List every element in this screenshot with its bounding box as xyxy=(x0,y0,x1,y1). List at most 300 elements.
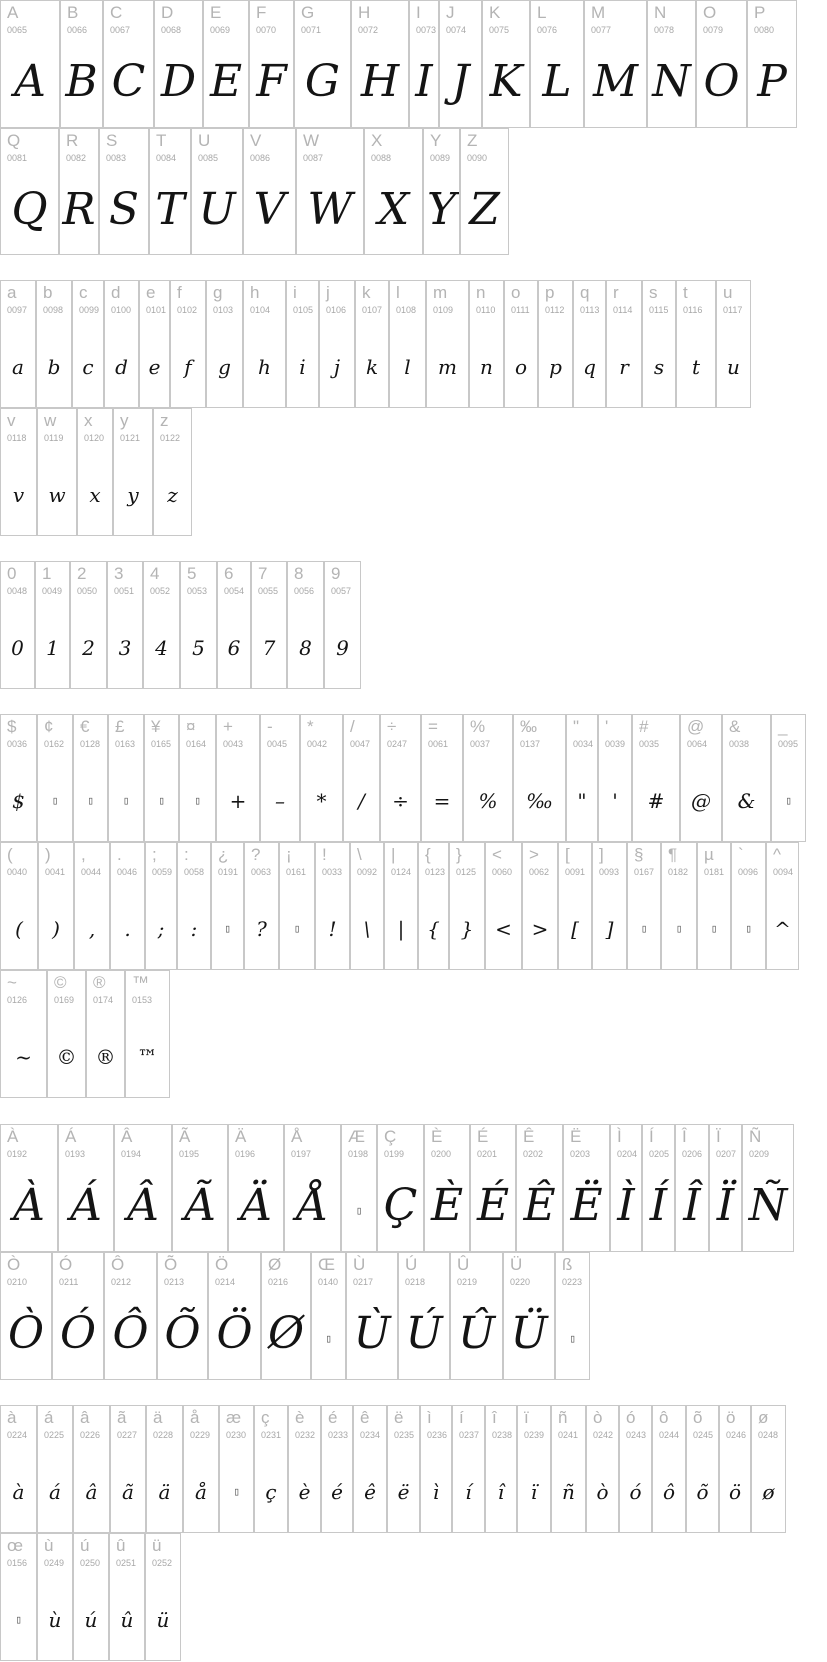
glyph-code: 0167 xyxy=(634,867,655,877)
glyph-code: 0228 xyxy=(153,1430,174,1440)
glyph-sample: Ú xyxy=(405,1308,443,1359)
glyph-char-label: ò xyxy=(593,1408,603,1427)
glyph-cell-symbols xyxy=(38,842,74,970)
glyph-cell-symbols xyxy=(722,714,771,842)
glyph-code: 0058 xyxy=(184,867,205,877)
missing-glyph-box: ▯ xyxy=(224,922,231,935)
glyph-char-label: q xyxy=(580,283,590,302)
glyph-code: 0088 xyxy=(371,153,392,163)
glyph-sample: < xyxy=(495,917,512,941)
glyph-cell-accented-upper xyxy=(228,1124,284,1252)
glyph-code: 0218 xyxy=(405,1277,426,1287)
glyph-sample: 0 xyxy=(11,636,24,660)
glyph-char-label: ú xyxy=(80,1536,90,1555)
glyph-code: 0081 xyxy=(7,153,28,163)
glyph-char-label: ó xyxy=(626,1408,636,1427)
glyph-cell-symbols xyxy=(37,714,73,842)
glyph-code: 0211 xyxy=(59,1277,79,1287)
glyph-code: 0126 xyxy=(7,995,28,1005)
glyph-cell-symbols xyxy=(463,714,513,842)
glyph-sample: v xyxy=(12,483,25,507)
glyph-sample: â xyxy=(85,1480,98,1504)
glyph-code: 0091 xyxy=(565,867,586,877)
glyph-sample: 9 xyxy=(336,636,349,660)
glyph-code: 0066 xyxy=(67,25,88,35)
glyph-code: 0201 xyxy=(477,1149,498,1159)
glyph-char-label: y xyxy=(120,411,129,430)
glyph-cell-accented-lower xyxy=(652,1405,686,1533)
glyph-cell-uppercase xyxy=(364,128,423,255)
glyph-sample: á xyxy=(49,1480,61,1504)
glyph-char-label: M xyxy=(591,3,606,22)
glyph-char-label: 9 xyxy=(331,564,341,583)
glyph-sample: ï xyxy=(530,1480,538,1504)
glyph-code: 0069 xyxy=(210,25,231,35)
glyph-cell-accented-upper xyxy=(172,1124,228,1252)
glyph-char-label: L xyxy=(537,3,547,22)
glyph-code: 0226 xyxy=(80,1430,101,1440)
glyph-char-label: ¡ xyxy=(286,845,292,864)
glyph-char-label: ) xyxy=(45,845,51,864)
glyph-char-label: Á xyxy=(65,1127,77,1146)
glyph-cell-accented-lower xyxy=(146,1405,183,1533)
glyph-sample: 3 xyxy=(118,636,132,660)
glyph-code: 0233 xyxy=(328,1430,349,1440)
glyph-code: 0084 xyxy=(156,153,177,163)
glyph-char-label: \ xyxy=(357,845,362,864)
glyph-cell-lowercase xyxy=(355,280,389,408)
glyph-sample: n xyxy=(480,355,493,379)
glyph-cell-symbols xyxy=(697,842,731,970)
glyph-sample: À xyxy=(13,1180,45,1231)
glyph-char-label: p xyxy=(545,283,555,302)
glyph-char-label: $ xyxy=(7,717,17,736)
glyph-sample: Ö xyxy=(216,1308,253,1359)
glyph-cell-uppercase xyxy=(696,0,747,128)
glyph-char-label: x xyxy=(84,411,93,430)
glyph-cell-symbols xyxy=(485,842,522,970)
glyph-sample: Ø xyxy=(267,1308,305,1359)
glyph-sample: E xyxy=(209,56,243,107)
glyph-sample: ( xyxy=(15,917,23,941)
glyph-sample: Ï xyxy=(716,1180,735,1231)
glyph-code: 0050 xyxy=(77,586,98,596)
glyph-sample: – xyxy=(275,789,285,813)
glyph-sample: Ù xyxy=(353,1308,391,1359)
glyph-char-label: Ä xyxy=(235,1127,247,1146)
glyph-cell-symbols xyxy=(350,842,384,970)
glyph-cell-lowercase xyxy=(538,280,573,408)
glyph-cell-uppercase xyxy=(243,128,296,255)
glyph-sample: / xyxy=(358,789,365,813)
glyph-char-label: Ò xyxy=(7,1255,21,1274)
glyph-char-label: N xyxy=(654,3,667,22)
glyph-code: 0039 xyxy=(605,739,626,749)
glyph-cell-accented-lower xyxy=(751,1405,786,1533)
glyph-code: 0195 xyxy=(179,1149,200,1159)
glyph-code: 0037 xyxy=(470,739,491,749)
glyph-sample: Ê xyxy=(523,1180,556,1231)
glyph-char-label: G xyxy=(301,3,315,22)
glyph-sample: S xyxy=(108,184,140,235)
glyph-code: 0156 xyxy=(7,1558,28,1568)
glyph-cell-uppercase xyxy=(439,0,482,128)
glyph-cell-lowercase xyxy=(206,280,243,408)
glyph-code: 0074 xyxy=(446,25,467,35)
glyph-sample: f xyxy=(184,355,192,379)
glyph-char-label: s xyxy=(649,283,658,302)
glyph-char-label: ] xyxy=(599,845,604,864)
glyph-cell-uppercase xyxy=(423,128,460,255)
glyph-cell-lowercase xyxy=(153,408,192,536)
glyph-char-label: h xyxy=(250,283,260,302)
glyph-code: 0089 xyxy=(430,153,451,163)
glyph-cell-lowercase xyxy=(389,280,426,408)
glyph-code: 0064 xyxy=(687,739,708,749)
glyph-char-label: ¶ xyxy=(668,845,678,864)
glyph-sample: C xyxy=(111,56,146,107)
glyph-code: 0118 xyxy=(7,433,27,443)
glyph-code: 0117 xyxy=(723,305,743,315)
missing-glyph-box: ▯ xyxy=(233,1485,240,1498)
glyph-code: 0078 xyxy=(654,25,675,35)
glyph-code: 0107 xyxy=(362,305,383,315)
glyph-sample: i xyxy=(299,355,306,379)
glyph-sample: 1 xyxy=(46,636,59,660)
glyph-cell-symbols xyxy=(73,714,108,842)
glyph-code: 0119 xyxy=(44,433,64,443)
glyph-code: 0174 xyxy=(93,995,114,1005)
glyph-cell-symbols xyxy=(108,714,144,842)
glyph-char-label: Î xyxy=(682,1127,687,1146)
glyph-char-label: S xyxy=(106,131,118,150)
glyph-cell-symbols xyxy=(86,970,125,1098)
glyph-code: 0239 xyxy=(524,1430,545,1440)
glyph-sample: ^ xyxy=(774,917,791,941)
glyph-code: 0096 xyxy=(738,867,759,877)
glyph-code: 0097 xyxy=(7,305,28,315)
glyph-sample: U xyxy=(198,184,236,235)
glyph-cell-uppercase xyxy=(482,0,530,128)
glyph-char-label: | xyxy=(391,845,396,864)
glyph-char-label: R xyxy=(66,131,79,150)
glyph-cell-accented-upper xyxy=(261,1252,311,1380)
glyph-cell-accented-upper xyxy=(341,1124,377,1252)
glyph-cell-symbols xyxy=(177,842,211,970)
glyph-char-label: å xyxy=(190,1408,200,1427)
glyph-code: 0083 xyxy=(106,153,127,163)
glyph-cell-uppercase xyxy=(530,0,584,128)
glyph-cell-symbols xyxy=(771,714,806,842)
glyph-char-label: C xyxy=(110,3,123,22)
glyph-char-label: 5 xyxy=(187,564,197,583)
glyph-char-label: n xyxy=(476,283,486,302)
glyph-code: 0034 xyxy=(573,739,594,749)
glyph-sample: V xyxy=(253,184,286,235)
glyph-sample: @ xyxy=(691,789,711,813)
glyph-char-label: 2 xyxy=(77,564,87,583)
glyph-sample: } xyxy=(460,917,474,941)
glyph-code: 0192 xyxy=(7,1149,28,1159)
glyph-code: 0202 xyxy=(523,1149,544,1159)
glyph-char-label: ` xyxy=(738,845,744,864)
glyph-sample: O xyxy=(703,56,740,107)
glyph-code: 0181 xyxy=(704,867,725,877)
glyph-char-label: Ü xyxy=(510,1255,523,1274)
glyph-code: 0075 xyxy=(489,25,510,35)
glyph-code: 0205 xyxy=(649,1149,670,1159)
glyph-char-label: À xyxy=(7,1127,19,1146)
glyph-sample: ó xyxy=(629,1480,642,1504)
glyph-code: 0242 xyxy=(593,1430,614,1440)
glyph-char-label: z xyxy=(160,411,169,430)
glyph-char-label: - xyxy=(267,717,273,736)
glyph-sample: î xyxy=(497,1480,505,1504)
glyph-code: 0225 xyxy=(44,1430,65,1440)
glyph-sample: Â xyxy=(127,1180,159,1231)
glyph-code: 0044 xyxy=(81,867,102,877)
glyph-code: 0244 xyxy=(659,1430,680,1440)
glyph-char-label: * xyxy=(307,717,314,736)
glyph-cell-uppercase xyxy=(203,0,249,128)
glyph-char-label: Ë xyxy=(570,1127,582,1146)
glyph-code: 0243 xyxy=(626,1430,647,1440)
glyph-sample: ô xyxy=(662,1480,676,1504)
glyph-code: 0214 xyxy=(215,1277,236,1287)
glyph-code: 0052 xyxy=(150,586,171,596)
glyph-code: 0087 xyxy=(303,153,324,163)
missing-glyph-box: ▯ xyxy=(51,794,59,807)
glyph-char-label: Y xyxy=(430,131,442,150)
glyph-cell-symbols xyxy=(179,714,216,842)
glyph-code: 0071 xyxy=(301,25,322,35)
glyph-sample: ç xyxy=(265,1480,277,1504)
glyph-cell-symbols xyxy=(0,970,47,1098)
glyph-char-label: } xyxy=(456,845,462,864)
glyph-char-label: g xyxy=(213,283,223,302)
glyph-cell-uppercase xyxy=(60,0,103,128)
glyph-code: 0245 xyxy=(693,1430,714,1440)
glyph-cell-accented-upper xyxy=(742,1124,794,1252)
glyph-sample: X xyxy=(377,184,410,235)
glyph-cell-uppercase xyxy=(149,128,191,255)
glyph-char-label: œ xyxy=(7,1536,24,1555)
glyph-char-label: ¢ xyxy=(44,717,54,736)
glyph-code: 0090 xyxy=(467,153,488,163)
glyph-cell-lowercase xyxy=(243,280,286,408)
glyph-code: 0227 xyxy=(117,1430,138,1440)
glyph-sample: J xyxy=(451,56,470,107)
glyph-char-label: a xyxy=(7,283,17,302)
glyph-char-label: à xyxy=(7,1408,17,1427)
glyph-code: 0110 xyxy=(476,305,496,315)
glyph-cell-accented-upper xyxy=(104,1252,157,1380)
glyph-sample: à xyxy=(12,1480,25,1504)
glyph-cell-accented-upper xyxy=(208,1252,261,1380)
glyph-code: 0059 xyxy=(152,867,173,877)
glyph-sample: W xyxy=(307,184,353,235)
glyph-cell-accented-lower xyxy=(0,1405,37,1533)
glyph-cell-accented-upper xyxy=(675,1124,709,1252)
glyph-code: 0164 xyxy=(186,739,207,749)
glyph-char-label: Œ xyxy=(318,1255,335,1274)
glyph-char-label: & xyxy=(729,717,741,736)
glyph-code: 0203 xyxy=(570,1149,591,1159)
glyph-code: 0210 xyxy=(7,1277,28,1287)
glyph-cell-digits xyxy=(0,561,35,689)
glyph-sample: Á xyxy=(70,1180,102,1231)
glyph-cell-digits xyxy=(324,561,361,689)
glyph-cell-digits xyxy=(70,561,107,689)
glyph-char-label: H xyxy=(358,3,371,22)
glyph-char-label: © xyxy=(54,973,67,992)
glyph-char-label: j xyxy=(326,283,330,302)
glyph-code: 0230 xyxy=(226,1430,247,1440)
glyph-char-label: = xyxy=(428,717,438,736)
glyph-code: 0060 xyxy=(492,867,513,877)
glyph-char-label: b xyxy=(43,283,53,302)
glyph-char-label: ô xyxy=(659,1408,669,1427)
glyph-cell-symbols xyxy=(731,842,766,970)
glyph-code: 0200 xyxy=(431,1149,452,1159)
glyph-cell-digits xyxy=(35,561,70,689)
glyph-code: 0033 xyxy=(322,867,343,877)
glyph-char-label: ã xyxy=(117,1408,127,1427)
glyph-sample: " xyxy=(577,789,587,813)
glyph-sample: Î xyxy=(683,1180,701,1231)
glyph-code: 0153 xyxy=(132,995,153,1005)
glyph-char-label: # xyxy=(639,717,649,736)
glyph-code: 0111 xyxy=(511,305,530,315)
glyph-code: 0104 xyxy=(250,305,271,315)
glyph-cell-symbols xyxy=(632,714,680,842)
glyph-code: 0055 xyxy=(258,586,279,596)
glyph-code: 0213 xyxy=(164,1277,185,1287)
glyph-sample: d xyxy=(115,355,128,379)
glyph-code: 0237 xyxy=(459,1430,480,1440)
glyph-char-label: I xyxy=(416,3,421,22)
glyph-sample: ] xyxy=(605,917,614,941)
glyph-code: 0086 xyxy=(250,153,271,163)
glyph-cell-accented-lower xyxy=(37,1533,73,1661)
glyph-cell-uppercase xyxy=(747,0,797,128)
glyph-cell-accented-upper xyxy=(503,1252,555,1380)
glyph-code: 0062 xyxy=(529,867,550,877)
missing-glyph-box: ▯ xyxy=(785,794,792,807)
glyph-cell-symbols xyxy=(244,842,279,970)
glyph-char-label: > xyxy=(529,845,539,864)
glyph-code: 0113 xyxy=(580,305,600,315)
glyph-char-label: 8 xyxy=(294,564,304,583)
glyph-code: 0212 xyxy=(111,1277,132,1287)
glyph-sample: Q xyxy=(11,184,48,235)
glyph-cell-accented-upper xyxy=(377,1124,424,1252)
glyph-code: 0098 xyxy=(43,305,64,315)
glyph-cell-symbols xyxy=(566,714,598,842)
glyph-char-label: ÷ xyxy=(387,717,397,736)
glyph-cell-accented-lower xyxy=(551,1405,586,1533)
glyph-sample: : xyxy=(190,917,198,941)
glyph-cell-accented-lower xyxy=(73,1533,109,1661)
glyph-cell-symbols xyxy=(0,842,38,970)
glyph-sample: , xyxy=(88,917,96,941)
glyph-char-label: õ xyxy=(693,1408,703,1427)
glyph-char-label: ê xyxy=(360,1408,370,1427)
glyph-code: 0072 xyxy=(358,25,379,35)
glyph-code: 0046 xyxy=(117,867,138,877)
glyph-cell-accented-upper xyxy=(470,1124,516,1252)
glyph-code: 0095 xyxy=(778,739,799,749)
glyph-sample: ; xyxy=(157,917,165,941)
glyph-cell-lowercase xyxy=(36,280,72,408)
glyph-char-label: W xyxy=(303,131,320,150)
glyph-char-label: ¥ xyxy=(151,717,161,736)
glyph-code: 0065 xyxy=(7,25,28,35)
glyph-cell-lowercase xyxy=(77,408,113,536)
glyph-char-label: É xyxy=(477,1127,489,1146)
glyph-sample: e xyxy=(148,355,161,379)
glyph-sample: ü xyxy=(156,1608,170,1632)
glyph-cell-accented-lower xyxy=(254,1405,288,1533)
glyph-sample: ñ xyxy=(562,1480,575,1504)
glyph-code: 0223 xyxy=(562,1277,583,1287)
glyph-sample: ' xyxy=(612,789,618,813)
glyph-cell-accented-lower xyxy=(183,1405,219,1533)
glyph-sample: Ó xyxy=(59,1308,97,1359)
glyph-sample: ì xyxy=(432,1480,440,1504)
glyph-char-label: ^ xyxy=(773,845,781,864)
missing-glyph-box: ▯ xyxy=(158,794,165,807)
glyph-code: 0041 xyxy=(45,867,66,877)
glyph-char-label: 0 xyxy=(7,564,17,583)
glyph-sample: l xyxy=(404,355,411,379)
glyph-char-label: X xyxy=(371,131,383,150)
glyph-code: 0169 xyxy=(54,995,75,1005)
glyph-char-label: { xyxy=(425,845,431,864)
glyph-char-label: ! xyxy=(322,845,327,864)
glyph-char-label: K xyxy=(489,3,501,22)
glyph-char-label: Ï xyxy=(716,1127,721,1146)
glyph-char-label: O xyxy=(703,3,717,22)
glyph-char-label: [ xyxy=(565,845,570,864)
glyph-char-label: 4 xyxy=(150,564,160,583)
glyph-cell-accented-upper xyxy=(157,1252,208,1380)
glyph-char-label: Ã xyxy=(179,1127,191,1146)
glyph-char-label: ‰ xyxy=(520,717,537,736)
glyph-cell-symbols xyxy=(384,842,418,970)
glyph-cell-uppercase xyxy=(154,0,203,128)
glyph-char-label: 3 xyxy=(114,564,124,583)
glyph-char-label: P xyxy=(754,3,766,22)
glyph-code: 0073 xyxy=(416,25,437,35)
glyph-char-label: v xyxy=(7,411,16,430)
glyph-cell-lowercase xyxy=(37,408,77,536)
glyph-sample: % xyxy=(478,789,498,813)
glyph-cell-uppercase xyxy=(59,128,99,255)
glyph-code: 0070 xyxy=(256,25,277,35)
missing-glyph-box: ▯ xyxy=(640,922,648,935)
glyph-char-label: d xyxy=(111,283,121,302)
glyph-char-label: È xyxy=(431,1127,443,1146)
glyph-sample: ë xyxy=(397,1480,410,1504)
glyph-char-label: Ñ xyxy=(749,1127,762,1146)
glyph-cell-accented-lower xyxy=(517,1405,551,1533)
glyph-code: 0116 xyxy=(683,305,703,315)
glyph-cell-uppercase xyxy=(249,0,294,128)
glyph-cell-accented-lower xyxy=(73,1405,110,1533)
glyph-char-label: % xyxy=(470,717,486,736)
glyph-cell-lowercase xyxy=(139,280,170,408)
